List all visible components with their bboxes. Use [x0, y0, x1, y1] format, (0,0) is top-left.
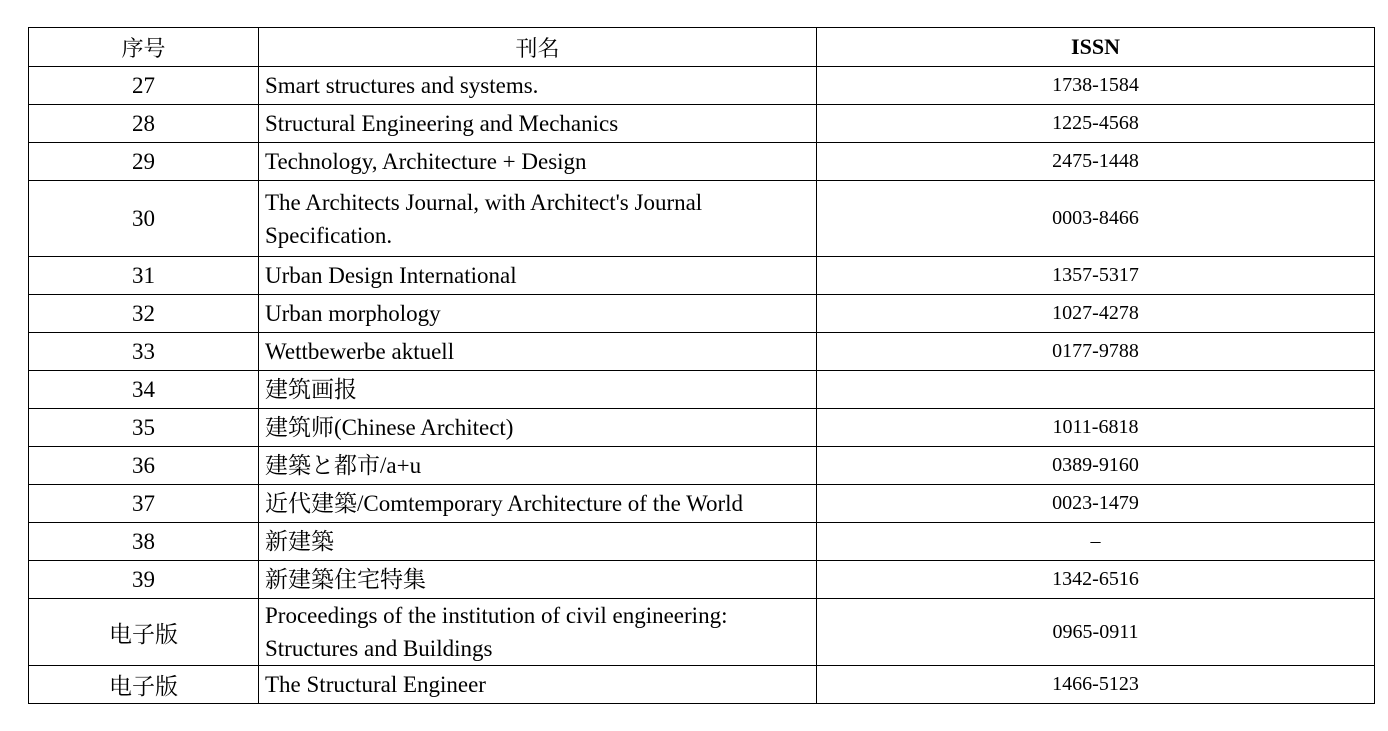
row-title: Proceedings of the institution of civil engineering: Structures and Buildings [259, 599, 817, 666]
table-row [29, 666, 1375, 704]
row-no: 27 [29, 67, 259, 105]
row-issn: – [817, 523, 1375, 561]
row-title: 新建築住宅特集 [259, 561, 817, 599]
row-no: 36 [29, 447, 259, 485]
table-header-row [29, 28, 1375, 67]
row-issn: 1357-5317 [817, 257, 1375, 295]
row-title: 建築と都市/a+u [259, 447, 817, 485]
row-title: Structural Engineering and Mechanics [259, 105, 817, 143]
row-issn: 0023-1479 [817, 485, 1375, 523]
row-no: 38 [29, 523, 259, 561]
row-issn: 1225-4568 [817, 105, 1375, 143]
row-no: 电子版 [29, 599, 259, 666]
table-row [29, 599, 1375, 666]
row-no: 28 [29, 105, 259, 143]
row-no: 35 [29, 409, 259, 447]
table-row [29, 295, 1375, 333]
table-row [29, 561, 1375, 599]
row-title: Urban morphology [259, 295, 817, 333]
row-title: 近代建築/Comtemporary Architecture of the World [259, 485, 817, 523]
row-no: 电子版 [29, 666, 259, 704]
row-issn: 1466-5123 [817, 666, 1375, 704]
row-no: 30 [29, 181, 259, 257]
row-title: The Structural Engineer [259, 666, 817, 704]
table-row [29, 105, 1375, 143]
table-row [29, 257, 1375, 295]
header-issn: ISSN [817, 28, 1375, 67]
header-title: 刊名 [259, 28, 817, 67]
row-title: Urban Design International [259, 257, 817, 295]
row-no: 39 [29, 561, 259, 599]
row-no: 29 [29, 143, 259, 181]
row-title: Wettbewerbe aktuell [259, 333, 817, 371]
table-row [29, 333, 1375, 371]
row-issn: 1027-4278 [817, 295, 1375, 333]
table-row [29, 523, 1375, 561]
row-no: 34 [29, 371, 259, 409]
table-row [29, 67, 1375, 105]
row-title: 建筑画报 [259, 371, 817, 409]
row-no: 33 [29, 333, 259, 371]
table-row [29, 485, 1375, 523]
row-issn: 0389-9160 [817, 447, 1375, 485]
row-title: Smart structures and systems. [259, 67, 817, 105]
table-row [29, 447, 1375, 485]
row-issn: 2475-1448 [817, 143, 1375, 181]
row-issn [817, 371, 1375, 409]
header-no: 序号 [29, 28, 259, 67]
row-title: 新建築 [259, 523, 817, 561]
row-no: 32 [29, 295, 259, 333]
row-title: The Architects Journal, with Architect's Journal Specification. [259, 181, 817, 257]
row-issn: 1342-6516 [817, 561, 1375, 599]
journal-table [28, 27, 1375, 704]
row-issn: 1011-6818 [817, 409, 1375, 447]
table-row [29, 409, 1375, 447]
table-row [29, 181, 1375, 257]
row-issn: 1738-1584 [817, 67, 1375, 105]
row-issn: 0965-0911 [817, 599, 1375, 666]
table-row [29, 371, 1375, 409]
row-issn: 0003-8466 [817, 181, 1375, 257]
table-row [29, 143, 1375, 181]
row-title: 建筑师(Chinese Architect) [259, 409, 817, 447]
row-no: 31 [29, 257, 259, 295]
row-title: Technology, Architecture + Design [259, 143, 817, 181]
row-no: 37 [29, 485, 259, 523]
row-issn: 0177-9788 [817, 333, 1375, 371]
